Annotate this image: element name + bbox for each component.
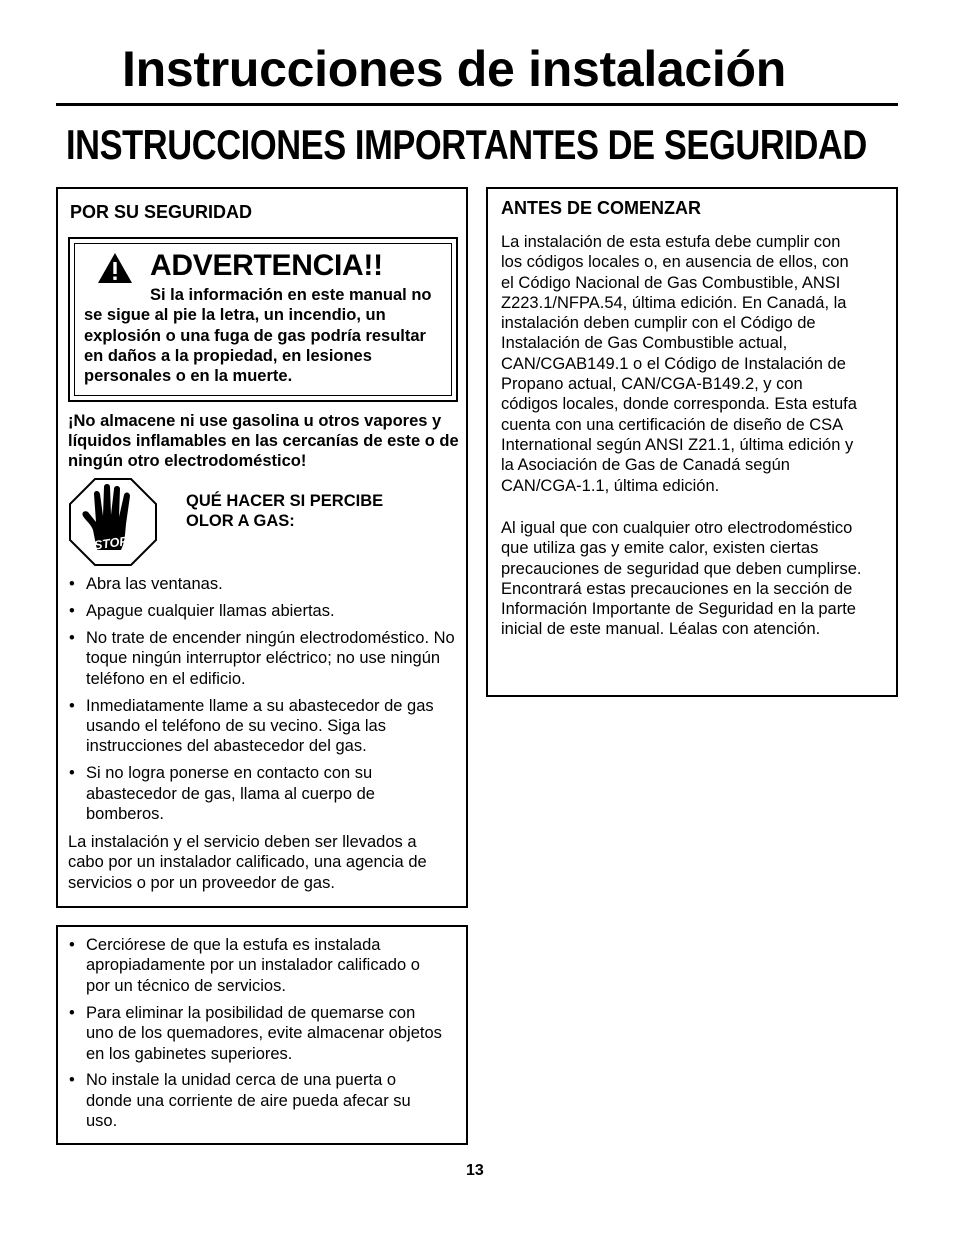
list-item: • No instale la unidad cerca de una puerta o donde una corriente de aire pueda afecar su uso. [69, 1071, 411, 1131]
list-item-text: Cerciórese de que la estufa es instalada apropiadamente por un instalador calificado o por un técnico de servicios. [86, 936, 420, 995]
list-item: • Si no logra ponerse en contacto con su abastecedor de gas, llama al cuerpo de bomberos. [69, 764, 375, 824]
list-item-text: Para eliminar la posibilidad de quemarse con uno de los quemadores, evite almacenar objetos en los gabinetes superiores. [86, 1003, 442, 1063]
section-heading: INSTRUCCIONES IMPORTANTES DE SEGURIDAD [66, 121, 867, 168]
tips-list [69, 935, 444, 1138]
warning-text: Si la información en este manual no se sigue al pie la letra, un incendio, un explosión o una fuga de gas podría resultar en daños a la propiedad, en lesiones personales o en la muerte. [84, 286, 432, 386]
stop-hand-icon [69, 478, 157, 566]
before-paragraph-1: La instalación de esta estufa debe cumplir con los códigos locales o, en ausencia de ellos, con el Código Nacional de Gas Combustible, ANSI Z223.1/NFPA.54, última edición. En Canadá, la instalación deben cumplir con el Código de Instalación de Gas Combustible actual, CAN/CGAB149.1 o el Código de Instalación de Propano actual, CAN/CGA-B149.2, y con códigos locales, donde corresponda. Esta estufa cuenta con una certificación de diseño de CSA International según ANSI Z21.1, última edición y la Asociación de Gas de Canadá según CAN/CGA-1.1, última edición. [501, 233, 857, 495]
page-number: 13 [466, 1162, 484, 1179]
list-item-text: No instale la unidad cerca de una puerta o donde una corriente de aire pueda afecar su uso. [86, 1071, 411, 1131]
before-box-heading: ANTES DE COMENZAR [501, 198, 702, 218]
warning-title: ADVERTENCIA!! [150, 249, 383, 282]
list-item: • Cerciórese de que la estufa es instalada apropiadamente por un instalador calificado o por un técnico de servicios. [69, 936, 420, 995]
list-item-text: No trate de encender ningún electrodoméstico. No toque ningún interruptor eléctrico; no use ningún teléfono en el edificio. [86, 628, 455, 688]
warning-triangle-icon [97, 252, 133, 284]
page-title: Instrucciones de instalación [122, 41, 787, 97]
flammables-notice: ¡No almacene ni use gasolina u otros vapores y líquidos inflamables en las cercanías de este o de ningún otro electrodoméstico! [68, 412, 459, 470]
installation-service-note: La instalación y el servicio deben ser llevados a cabo por un instalador calificado, una agencia de servicios o por un proveedor de gas. [68, 833, 427, 892]
list-item-text: Apague cualquier llamas abiertas. [86, 601, 335, 620]
list-item: • Para eliminar la posibilidad de quemarse con uno de los quemadores, evite almacenar objetos en los gabinetes superiores. [69, 1003, 442, 1063]
before-paragraph-2: Al igual que con cualquier otro electrodoméstico que utiliza gas y emite calor, existen ciertas precauciones de seguridad que deben cumplirse. Encontrará estas precauciones en la sección de Información Importante de Seguridad en la parte inicial de este manual. Léalas con atención. [501, 519, 862, 639]
list-item: • Abra las ventanas. [69, 575, 223, 593]
list-item: • Inmediatamente llame a su abastecedor de gas usando el teléfono de su vecino. Siga las instrucciones del abastecedor del gas. [69, 696, 434, 756]
list-item-text: Abra las ventanas. [86, 575, 223, 593]
stop-hand-icon-text: STOP! [93, 533, 133, 553]
title-divider [56, 103, 898, 106]
list-item-text: Si no logra ponerse en contacto con su abastecedor de gas, llama al cuerpo de bomberos. [86, 764, 375, 824]
gas-odor-steps [69, 574, 457, 831]
list-item: • No trate de encender ningún electrodoméstico. No toque ningún interruptor eléctrico; no use ningún teléfono en el edificio. [69, 628, 455, 688]
gas-odor-heading: QUÉ HACER SI PERCIBE OLOR A GAS: [186, 492, 384, 530]
list-item: • Apague cualquier llamas abiertas. [69, 601, 335, 620]
list-item-text: Inmediatamente llame a su abastecedor de gas usando el teléfono de su vecino. Siga las instrucciones del abastecedor del gas. [86, 696, 434, 756]
safety-box-heading: POR SU SEGURIDAD [70, 202, 253, 222]
